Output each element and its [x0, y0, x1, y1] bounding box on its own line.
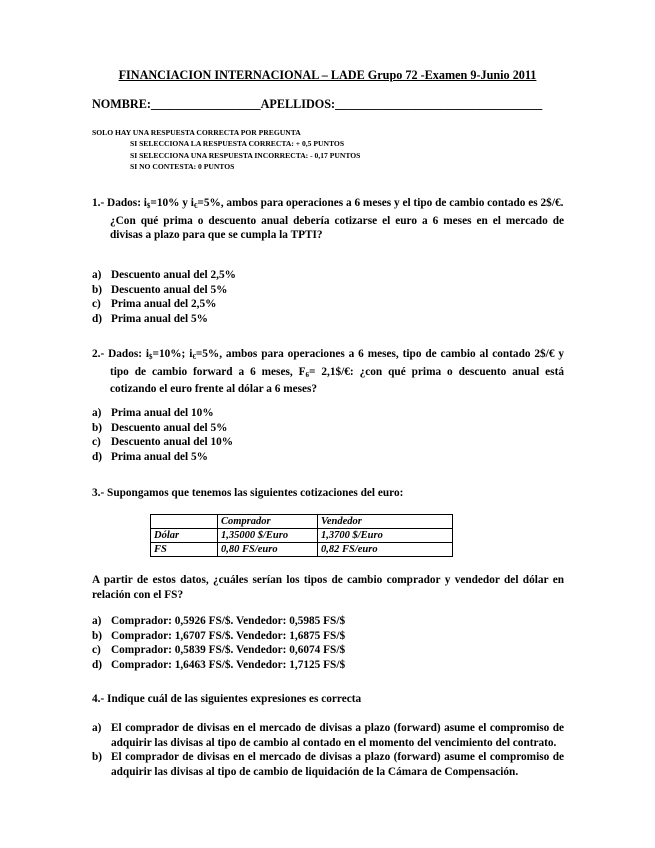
question-3-intro: 3.- Supongamos que tenemos las siguientes cotizaciones del euro:: [92, 487, 404, 499]
option-2c[interactable]: c) Descuento anual del 10%: [92, 436, 234, 449]
question-4-options: [92, 721, 564, 779]
option-3d[interactable]: d) Comprador: 1,6463 FS/$. Vendedor: 1,7125 FS/$: [92, 658, 346, 671]
rule-line-1: SOLO HAY UNA RESPUESTA CORRECTA POR PREGUNTA: [92, 128, 301, 137]
option-4b[interactable]: b) El comprador de divisas en el mercado de divisas a plazo (forward) asume el compromiso de adquirir las divisas al tipo de cambio de liquidación de la Cámara de Compensación.: [92, 751, 564, 778]
option-1b[interactable]: b) Descuento anual del 5%: [92, 283, 228, 296]
table-cell: 0,80 FS/euro: [218, 543, 318, 557]
question-2: [92, 347, 564, 397]
option-4a[interactable]: a) El comprador de divisas en el mercado de divisas a plazo (forward) asume el compromiso de adquirir las divisas al tipo de cambio al contado en el momento del vencimiento del contrato.: [92, 722, 564, 749]
table-cell: 1,35000 $/Euro: [218, 529, 318, 543]
option-3c[interactable]: c) Comprador: 0,5839 FS/$. Vendedor: 0,6074 FS/$: [92, 644, 346, 657]
option-2a[interactable]: a) Prima anual del 10%: [92, 407, 214, 419]
question-3-options: [92, 614, 345, 672]
table-header-row: [151, 515, 453, 529]
option-1d[interactable]: d) Prima anual del 5%: [92, 312, 208, 325]
question-2-options: [92, 406, 233, 464]
rule-line-4: SI NO CONTESTA: 0 PUNTOS: [130, 161, 235, 171]
question-2-statement: 2.- Dados: $i_{\$}=10\%$; $i_€=5\%$, ambos para operaciones a 6 meses, tipo de cambio al contado 2$/€ y tipo de cambio forward a 6 meses, $F_6=$ 2,1$/€: ¿con qué prima o descuento anual está cotizando el euro frente al dólar a 6 meses?: [92, 348, 564, 396]
option-3a[interactable]: a) Comprador: 0,5926 FS/$. Vendedor: 0,5985 FS/$: [92, 615, 346, 627]
exam-title: FINANCIACION INTERNACIONAL – LADE Grupo 72 -Examen 9-Junio 2011: [118, 68, 537, 82]
rule-line-2: SI SELECCIONA LA RESPUESTA CORRECTA: + 0,5 PUNTOS: [130, 139, 345, 149]
table-header-cell: Vendedor: [318, 515, 453, 529]
rule-line-3: SI SELECCIONA UNA RESPUESTA INCORRECTA: - 0,17 PUNTOS: [130, 150, 361, 160]
option-3b[interactable]: b) Comprador: 1,6707 FS/$. Vendedor: 1,6875 FS/$: [92, 629, 346, 642]
table-cell: 1,3700 $/Euro: [318, 529, 453, 543]
question-3-text: A partir de estos datos, ¿cuáles serían los tipos de cambio comprador y vendedor del dólar en relación con el FS?: [92, 574, 564, 601]
question-1: [92, 196, 564, 243]
question-1-statement: 1.- Dados: $i_{\$}=10\%$ y $i_€=5\%$, ambos para operaciones a 6 meses y el tipo de cambio contado es 2$/€.: [92, 197, 564, 210]
table-row: [151, 529, 453, 543]
question-4-text: 4.- Indique cuál de las siguientes expresiones es correcta: [92, 693, 362, 705]
table-row: [151, 543, 453, 557]
exchange-rate-table: [150, 514, 453, 557]
name-fields-line: NOMBRE:__________________APELLIDOS:__________________________________: [92, 97, 543, 111]
table-cell: FS: [151, 543, 218, 557]
table-cell: 0,82 FS/euro: [318, 543, 453, 557]
table-header-cell: [151, 515, 218, 529]
scoring-rules: [92, 127, 360, 172]
question-1-text: ¿Con qué prima o descuento anual debería cotizarse el euro a 6 meses en el mercado de divisas a plazo para que se cumpla la TPTI?: [110, 214, 564, 242]
question-1-options: [92, 268, 236, 326]
option-1c[interactable]: c) Prima anual del 2,5%: [92, 298, 217, 311]
option-2b[interactable]: b) Descuento anual del 5%: [92, 421, 228, 434]
table-cell: Dólar: [151, 529, 218, 543]
option-1a[interactable]: a) Descuento anual del 2,5%: [92, 269, 236, 281]
option-2d[interactable]: d) Prima anual del 5%: [92, 450, 208, 463]
table-header-cell: Comprador: [218, 515, 318, 529]
